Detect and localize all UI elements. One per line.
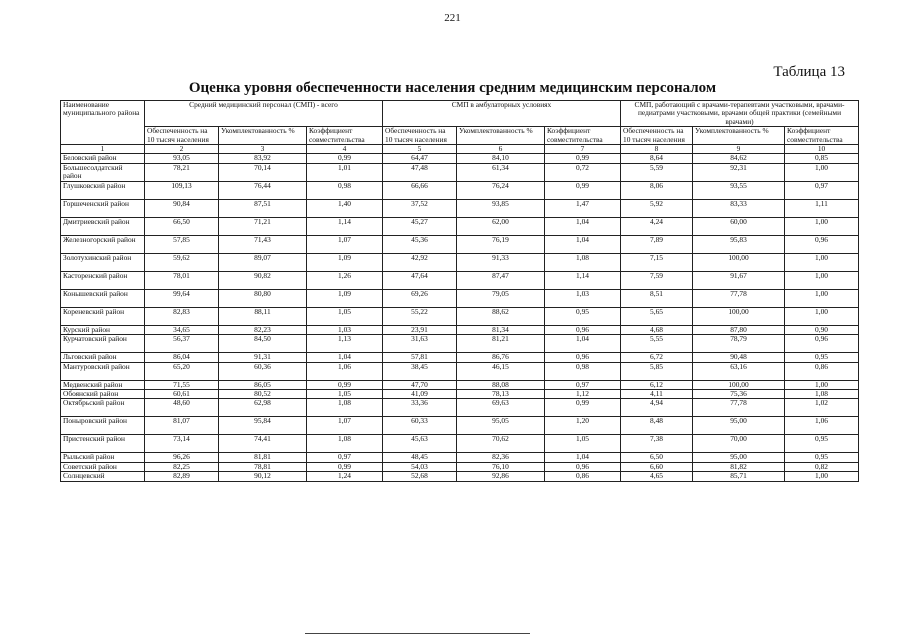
cell-value: 95,00 (693, 417, 785, 435)
cell-value: 6,60 (621, 462, 693, 471)
cell-value: 99,64 (145, 289, 219, 307)
cell-value: 1,00 (785, 307, 859, 325)
cell-value: 86,76 (457, 353, 545, 362)
cell-value: 4,11 (621, 390, 693, 399)
cell-value: 0,97 (785, 181, 859, 199)
cell-value: 0,95 (785, 353, 859, 362)
header-group-district-doctors: СМП, работающий с врачами-терапевтами участковыми, врачами-педиатрами участковыми, врачами общей практики (семейными врачами) (621, 101, 859, 127)
cell-value: 5,92 (621, 199, 693, 217)
cell-value: 71,21 (219, 217, 307, 235)
cell-value: 76,19 (457, 235, 545, 253)
district-name: Касторенский район (61, 271, 145, 289)
cell-value: 70,14 (219, 163, 307, 181)
district-name: Глушковский район (61, 181, 145, 199)
cell-value: 1,07 (307, 235, 383, 253)
table-row (61, 289, 859, 307)
cell-value: 100,00 (693, 380, 785, 389)
cell-value: 37,52 (383, 199, 457, 217)
cell-value: 45,36 (383, 235, 457, 253)
cell-value: 1,00 (785, 271, 859, 289)
cell-value: 95,84 (219, 417, 307, 435)
cell-value: 1,02 (785, 399, 859, 417)
cell-value: 1,08 (307, 399, 383, 417)
cell-value: 1,00 (785, 289, 859, 307)
cell-value: 90,48 (693, 353, 785, 362)
cell-value: 0,98 (545, 362, 621, 380)
cell-value: 0,97 (307, 453, 383, 462)
cell-value: 1,06 (307, 362, 383, 380)
cell-value: 0,97 (545, 380, 621, 389)
cell-value: 33,36 (383, 399, 457, 417)
cell-value: 70,00 (693, 435, 785, 453)
cell-value: 1,05 (307, 307, 383, 325)
cell-value: 91,67 (693, 271, 785, 289)
cell-value: 0,86 (545, 472, 621, 481)
cell-value: 6,12 (621, 380, 693, 389)
header-coefficient: Коэффициент совместительства (545, 127, 621, 145)
column-number: 5 (383, 145, 457, 154)
cell-value: 8,06 (621, 181, 693, 199)
cell-value: 46,15 (457, 362, 545, 380)
cell-value: 4,68 (621, 325, 693, 334)
district-name: Льговский район (61, 353, 145, 362)
header-staffing: Укомплектованность % (693, 127, 785, 145)
cell-value: 80,80 (219, 289, 307, 307)
district-name: Курский район (61, 325, 145, 334)
table-row (61, 435, 859, 453)
cell-value: 45,27 (383, 217, 457, 235)
cell-value: 0,98 (307, 181, 383, 199)
cell-value: 82,23 (219, 325, 307, 334)
district-name: Рыльский район (61, 453, 145, 462)
district-name: Октябрьский район (61, 399, 145, 417)
district-name: Солнцевский (61, 472, 145, 481)
cell-value: 82,25 (145, 462, 219, 471)
cell-value: 1,04 (545, 217, 621, 235)
cell-value: 65,20 (145, 362, 219, 380)
cell-value: 1,00 (785, 472, 859, 481)
header-group-row (61, 101, 859, 127)
cell-value: 87,51 (219, 199, 307, 217)
cell-value: 95,83 (693, 235, 785, 253)
cell-value: 1,13 (307, 335, 383, 353)
cell-value: 34,65 (145, 325, 219, 334)
cell-value: 60,36 (219, 362, 307, 380)
cell-value: 1,24 (307, 472, 383, 481)
cell-value: 57,81 (383, 353, 457, 362)
district-name: Курчатовский район (61, 335, 145, 353)
cell-value: 4,24 (621, 217, 693, 235)
table-row (61, 181, 859, 199)
cell-value: 80,52 (219, 390, 307, 399)
cell-value: 93,05 (145, 154, 219, 163)
cell-value: 1,20 (545, 417, 621, 435)
cell-value: 87,80 (693, 325, 785, 334)
table-row (61, 217, 859, 235)
table-row (61, 235, 859, 253)
district-name: Горшеченский район (61, 199, 145, 217)
cell-value: 60,33 (383, 417, 457, 435)
table-row (61, 417, 859, 435)
district-name: Золотухинский район (61, 253, 145, 271)
cell-value: 0,99 (307, 154, 383, 163)
cell-value: 42,92 (383, 253, 457, 271)
cell-value: 88,62 (457, 307, 545, 325)
column-number: 6 (457, 145, 545, 154)
table-row (61, 472, 859, 481)
district-name: Беловский район (61, 154, 145, 163)
cell-value: 78,01 (145, 271, 219, 289)
district-name: Советский район (61, 462, 145, 471)
cell-value: 63,16 (693, 362, 785, 380)
cell-value: 8,48 (621, 417, 693, 435)
column-number: 10 (785, 145, 859, 154)
column-number: 3 (219, 145, 307, 154)
cell-value: 86,05 (219, 380, 307, 389)
cell-value: 45,63 (383, 435, 457, 453)
column-number: 8 (621, 145, 693, 154)
cell-value: 78,79 (693, 335, 785, 353)
cell-value: 95,05 (457, 417, 545, 435)
header-staffing: Укомплектованность % (219, 127, 307, 145)
cell-value: 54,03 (383, 462, 457, 471)
cell-value: 78,81 (219, 462, 307, 471)
cell-value: 81,07 (145, 417, 219, 435)
cell-value: 1,08 (307, 435, 383, 453)
cell-value: 93,85 (457, 199, 545, 217)
cell-value: 77,78 (693, 399, 785, 417)
cell-value: 0,99 (545, 154, 621, 163)
cell-value: 41,09 (383, 390, 457, 399)
district-name: Мантуровский район (61, 362, 145, 380)
cell-value: 83,33 (693, 199, 785, 217)
district-name: Дмитриевский район (61, 217, 145, 235)
cell-value: 5,65 (621, 307, 693, 325)
cell-value: 81,34 (457, 325, 545, 334)
cell-value: 92,31 (693, 163, 785, 181)
cell-value: 84,10 (457, 154, 545, 163)
cell-value: 1,08 (785, 390, 859, 399)
header-coefficient: Коэффициент совместительства (785, 127, 859, 145)
cell-value: 47,48 (383, 163, 457, 181)
header-supply: Обеспеченность на 10 тысяч населения (621, 127, 693, 145)
cell-value: 95,00 (693, 453, 785, 462)
cell-value: 38,45 (383, 362, 457, 380)
cell-value: 91,31 (219, 353, 307, 362)
table-row (61, 353, 859, 362)
cell-value: 0,85 (785, 154, 859, 163)
district-name: Конышевский район (61, 289, 145, 307)
cell-value: 84,50 (219, 335, 307, 353)
table-row (61, 271, 859, 289)
cell-value: 64,47 (383, 154, 457, 163)
cell-value: 56,37 (145, 335, 219, 353)
column-number: 1 (61, 145, 145, 154)
cell-value: 81,81 (219, 453, 307, 462)
cell-value: 0,95 (545, 307, 621, 325)
cell-value: 0,95 (785, 435, 859, 453)
cell-value: 0,72 (545, 163, 621, 181)
cell-value: 1,09 (307, 253, 383, 271)
district-name: Пристенский район (61, 435, 145, 453)
cell-value: 1,01 (307, 163, 383, 181)
cell-value: 0,99 (307, 462, 383, 471)
table-row (61, 163, 859, 181)
cell-value: 89,07 (219, 253, 307, 271)
cell-value: 76,24 (457, 181, 545, 199)
cell-value: 1,12 (545, 390, 621, 399)
table-row (61, 253, 859, 271)
cell-value: 1,40 (307, 199, 383, 217)
cell-value: 71,55 (145, 380, 219, 389)
cell-value: 1,06 (785, 417, 859, 435)
page-number: 221 (444, 12, 461, 24)
cell-value: 57,85 (145, 235, 219, 253)
cell-value: 0,82 (785, 462, 859, 471)
cell-value: 7,38 (621, 435, 693, 453)
cell-value: 48,60 (145, 399, 219, 417)
cell-value: 82,89 (145, 472, 219, 481)
cell-value: 69,26 (383, 289, 457, 307)
cell-value: 92,86 (457, 472, 545, 481)
cell-value: 0,96 (545, 462, 621, 471)
cell-value: 1,14 (307, 217, 383, 235)
cell-value: 59,62 (145, 253, 219, 271)
column-number: 9 (693, 145, 785, 154)
cell-value: 62,98 (219, 399, 307, 417)
cell-value: 85,71 (693, 472, 785, 481)
cell-value: 1,08 (545, 253, 621, 271)
cell-value: 1,04 (307, 353, 383, 362)
cell-value: 61,34 (457, 163, 545, 181)
cell-value: 77,78 (693, 289, 785, 307)
cell-value: 52,68 (383, 472, 457, 481)
district-name: Обоянский район (61, 390, 145, 399)
cell-value: 4,94 (621, 399, 693, 417)
cell-value: 6,50 (621, 453, 693, 462)
cell-value: 4,65 (621, 472, 693, 481)
cell-value: 47,70 (383, 380, 457, 389)
cell-value: 0,99 (545, 181, 621, 199)
cell-value: 91,33 (457, 253, 545, 271)
cell-value: 81,82 (693, 462, 785, 471)
header-coefficient: Коэффициент совместительства (307, 127, 383, 145)
cell-value: 84,62 (693, 154, 785, 163)
cell-value: 0,99 (307, 380, 383, 389)
cell-value: 100,00 (693, 253, 785, 271)
district-name: Кореневский район (61, 307, 145, 325)
cell-value: 0,99 (545, 399, 621, 417)
cell-value: 1,04 (545, 335, 621, 353)
cell-value: 0,96 (785, 335, 859, 353)
table-row (61, 307, 859, 325)
cell-value: 0,96 (785, 235, 859, 253)
table-label: Таблица 13 (773, 64, 845, 80)
cell-value: 1,04 (545, 235, 621, 253)
cell-value: 55,22 (383, 307, 457, 325)
cell-value: 7,89 (621, 235, 693, 253)
cell-value: 66,66 (383, 181, 457, 199)
table-row (61, 335, 859, 353)
table-row (61, 154, 859, 163)
cell-value: 62,00 (457, 217, 545, 235)
cell-value: 47,64 (383, 271, 457, 289)
cell-value: 88,08 (457, 380, 545, 389)
cell-value: 79,05 (457, 289, 545, 307)
cell-value: 1,03 (307, 325, 383, 334)
cell-value: 7,59 (621, 271, 693, 289)
district-name: Медвенский район (61, 380, 145, 389)
cell-value: 90,84 (145, 199, 219, 217)
cell-value: 6,72 (621, 353, 693, 362)
header-supply: Обеспеченность на 10 тысяч населения (383, 127, 457, 145)
document-title: Оценка уровня обеспеченности населения средним медицинским персоналом (188, 80, 717, 96)
table-row (61, 399, 859, 417)
cell-value: 1,00 (785, 253, 859, 271)
table-row (61, 199, 859, 217)
cell-value: 76,10 (457, 462, 545, 471)
cell-value: 1,00 (785, 217, 859, 235)
cell-value: 96,26 (145, 453, 219, 462)
cell-value: 0,90 (785, 325, 859, 334)
cell-value: 1,26 (307, 271, 383, 289)
cell-value: 93,55 (693, 181, 785, 199)
cell-value: 1,05 (545, 435, 621, 453)
cell-value: 88,11 (219, 307, 307, 325)
staffing-table (60, 100, 859, 482)
cell-value: 5,85 (621, 362, 693, 380)
cell-value: 82,36 (457, 453, 545, 462)
cell-value: 78,21 (145, 163, 219, 181)
cell-value: 1,11 (785, 199, 859, 217)
cell-value: 1,04 (545, 453, 621, 462)
header-group-total: Средний медицинский персонал (СМП) - всего (145, 101, 383, 127)
cell-value: 1,47 (545, 199, 621, 217)
table-row (61, 453, 859, 462)
header-municipal-district: Наименование муниципального района (61, 101, 145, 145)
cell-value: 69,63 (457, 399, 545, 417)
cell-value: 0,86 (785, 362, 859, 380)
cell-value: 109,13 (145, 181, 219, 199)
cell-value: 81,21 (457, 335, 545, 353)
column-number: 7 (545, 145, 621, 154)
cell-value: 73,14 (145, 435, 219, 453)
header-sub-row (61, 127, 859, 145)
cell-value: 0,95 (785, 453, 859, 462)
cell-value: 0,96 (545, 353, 621, 362)
cell-value: 1,09 (307, 289, 383, 307)
cell-value: 66,50 (145, 217, 219, 235)
header-supply: Обеспеченность на 10 тысяч населения (145, 127, 219, 145)
cell-value: 86,04 (145, 353, 219, 362)
cell-value: 87,47 (457, 271, 545, 289)
header-group-ambulatory: СМП в амбулаторных условиях (383, 101, 621, 127)
cell-value: 5,59 (621, 163, 693, 181)
cell-value: 5,55 (621, 335, 693, 353)
cell-value: 7,15 (621, 253, 693, 271)
footer-divider (305, 633, 530, 634)
cell-value: 78,13 (457, 390, 545, 399)
cell-value: 75,36 (693, 390, 785, 399)
cell-value: 90,12 (219, 472, 307, 481)
cell-value: 90,82 (219, 271, 307, 289)
cell-value: 1,03 (545, 289, 621, 307)
cell-value: 83,92 (219, 154, 307, 163)
cell-value: 60,00 (693, 217, 785, 235)
cell-value: 8,64 (621, 154, 693, 163)
cell-value: 8,51 (621, 289, 693, 307)
cell-value: 1,00 (785, 163, 859, 181)
cell-value: 1,05 (307, 390, 383, 399)
cell-value: 100,00 (693, 307, 785, 325)
cell-value: 1,07 (307, 417, 383, 435)
cell-value: 1,14 (545, 271, 621, 289)
column-number: 4 (307, 145, 383, 154)
cell-value: 31,63 (383, 335, 457, 353)
cell-value: 76,44 (219, 181, 307, 199)
district-name: Железногорский район (61, 235, 145, 253)
cell-value: 0,96 (545, 325, 621, 334)
cell-value: 71,43 (219, 235, 307, 253)
cell-value: 48,45 (383, 453, 457, 462)
column-number: 2 (145, 145, 219, 154)
cell-value: 74,41 (219, 435, 307, 453)
cell-value: 70,62 (457, 435, 545, 453)
district-name: Большесолдатский район (61, 163, 145, 181)
cell-value: 60,61 (145, 390, 219, 399)
header-staffing: Укомплектованность % (457, 127, 545, 145)
cell-value: 1,00 (785, 380, 859, 389)
district-name: Поныровский район (61, 417, 145, 435)
cell-value: 82,83 (145, 307, 219, 325)
table-row (61, 362, 859, 380)
cell-value: 23,91 (383, 325, 457, 334)
